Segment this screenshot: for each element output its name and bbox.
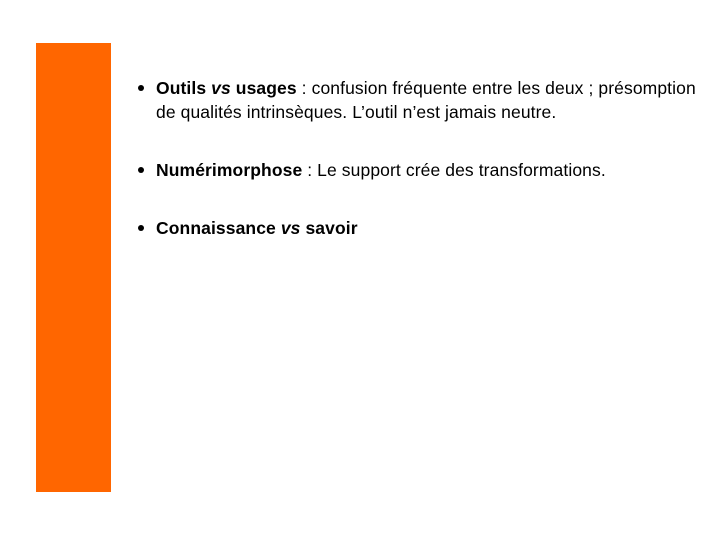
bullet-connaissance-vs-savoir [136,216,696,240]
bullet-term: Numérimorphose [156,160,303,180]
bullet-term: savoir [300,218,358,238]
bullet-term-italic: vs [211,78,231,98]
bullet-list [136,76,696,240]
bullet-term: usages [230,78,297,98]
bullet-dot-icon [138,85,144,91]
bullet-term-italic: vs [280,218,301,238]
bullet-text: : confusion fréquente entre les deux ; présomption de qualités intrinsèques. L’outil n’est jamais neutre. [156,78,696,122]
bullet-term: Outils [156,78,212,98]
bullet-text: : Le support crée des transformations. [302,160,606,180]
accent-bar [36,43,111,492]
bullet-dot-icon [138,167,144,173]
bullet-term: Connaissance [156,218,281,238]
bullet-numerimorphose [136,158,696,182]
bullet-outils-vs-usages [136,76,696,124]
bullet-dot-icon [138,225,144,231]
